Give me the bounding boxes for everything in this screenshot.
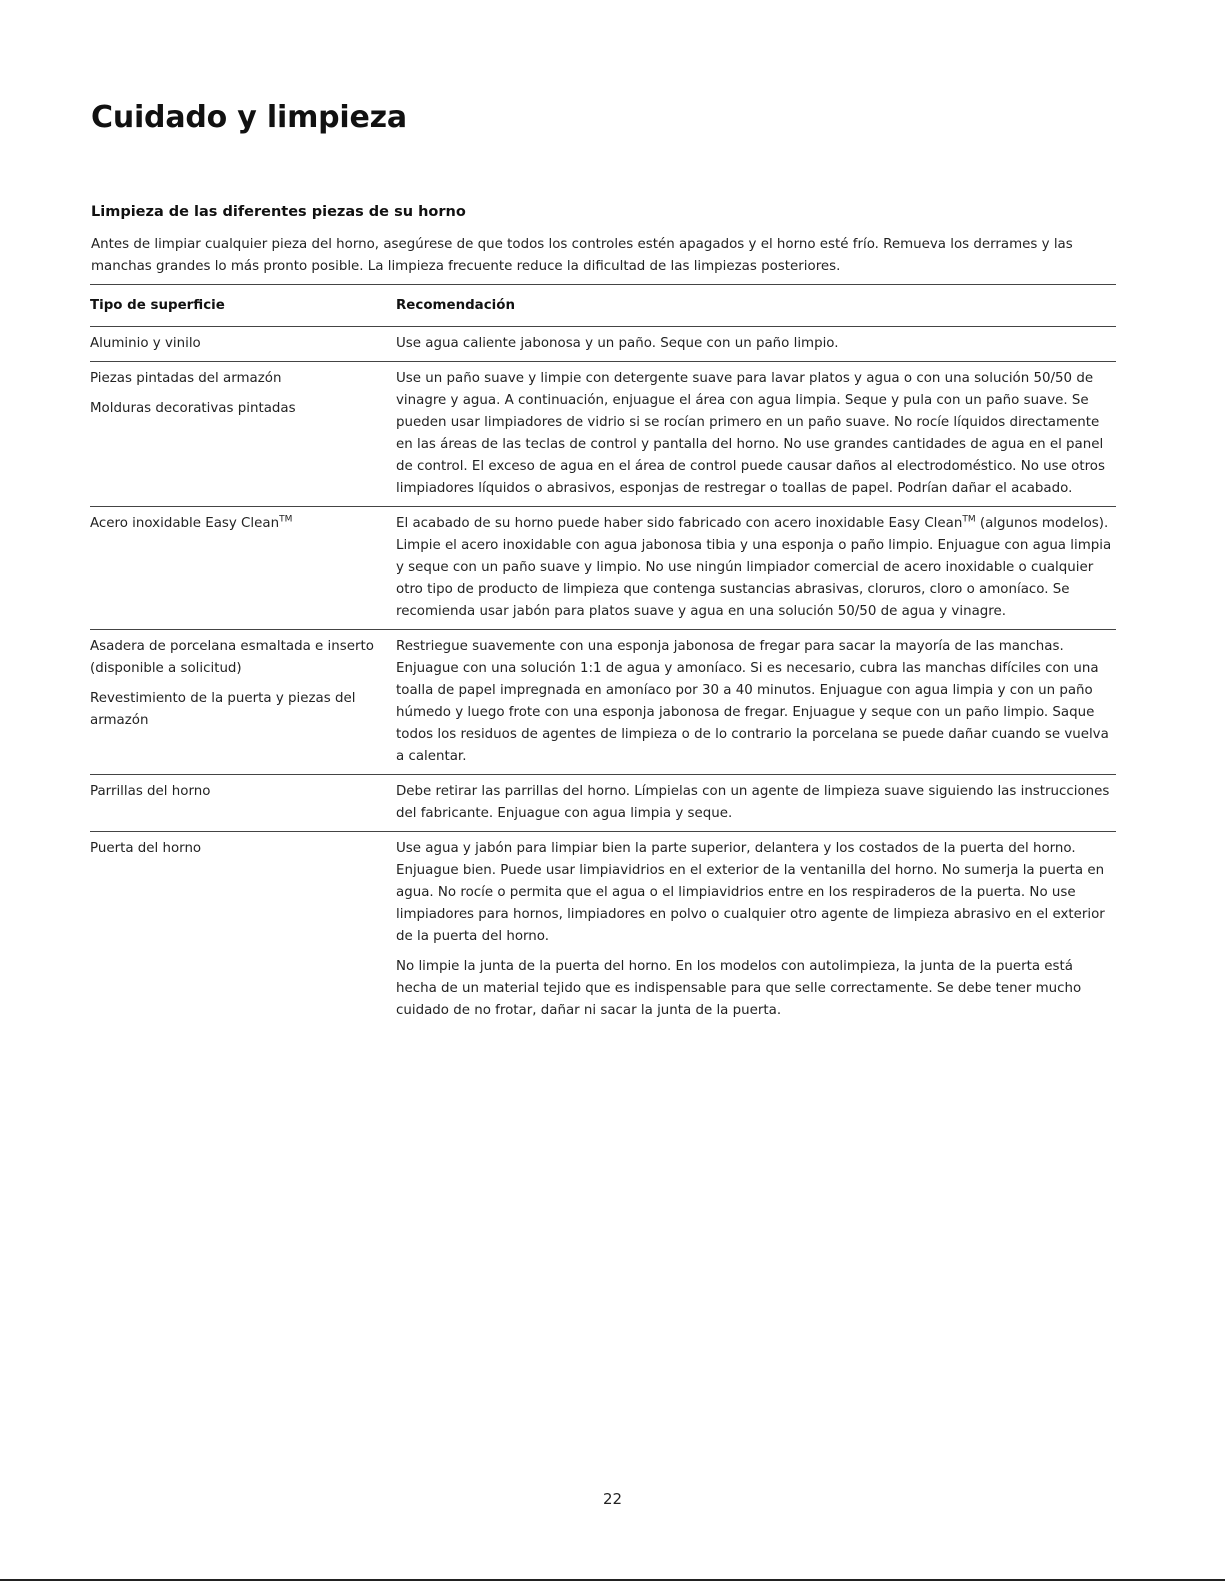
page-number: 22 <box>602 1490 623 1508</box>
recommendation-text: Use agua y jabón para limpiar bien la parte superior, delantera y los costados de la puerta del horno. Enjuague bien. Puede usar limpiavidrios en el exterior de la ventanilla del horno. No sumerja la puerta en agua. No rocíe o permita que el agua o el limpiavidrios entre en los respiraderos de la puerta. No use limpiadores para hornos, limpiadores en polvo o cualquier otro agente de limpieza abrasivo en el exterior de la puerta del horno. <box>396 841 1105 944</box>
bottom-rule <box>0 1579 1225 1581</box>
table-header-row <box>90 285 1116 327</box>
surface-label: Parrillas del horno <box>90 784 211 799</box>
recommendation-cell <box>396 630 1116 775</box>
surface-label: Puerta del horno <box>90 841 202 856</box>
surface-label: Aluminio y vinilo <box>90 336 201 351</box>
table-row <box>90 832 1116 1029</box>
recommendation-cell <box>396 327 1116 362</box>
surface-cell <box>90 327 396 362</box>
recommendation-cell <box>396 775 1116 832</box>
section-heading: Limpieza de las diferentes piezas de su horno <box>91 204 466 220</box>
surface-label: Piezas pintadas del armazón <box>90 371 282 386</box>
recommendation-cell <box>396 507 1116 630</box>
surface-cell <box>90 775 396 832</box>
cleaning-table <box>90 284 1116 1028</box>
intro-paragraph: Antes de limpiar cualquier pieza del horno, asegúrese de que todos los controles estén apagados y el horno esté frío. Remueva los derrames y las manchas grandes lo más pronto posible. La limpieza frecuente reduce la dificultad de las limpiezas posteriores. <box>91 237 1073 274</box>
surface-cell <box>90 630 396 775</box>
header-recommendation: Recomendación <box>396 285 1116 327</box>
page-title: Cuidado y limpieza <box>91 100 407 135</box>
recommendation-text: Use un paño suave y limpie con detergente suave para lavar platos y agua o con una solución 50/50 de vinagre y agua. A continuación, enjuague el área con agua limpia. Seque y pula con un paño suave. Se pueden usar limpiadores de vidrio si se rocían primero en un paño suave. No rocíe líquidos directamente en las áreas de las teclas de control y pantalla del horno. No use grandes cantidades de agua en el panel de control. El exceso de agua en el área de control puede causar daños al electrodoméstico. No use otros limpiadores líquidos o abrasivos, esponjas de restregar o toallas de papel. Podrían dañar el acabado. <box>396 371 1105 496</box>
recommendation-text: Restriegue suavemente con una esponja jabonosa de fregar para sacar la mayoría de las manchas. Enjuague con una solución 1:1 de agua y amoníaco. Si es necesario, cubra las manchas difíciles con una toalla de papel impregnada en amoníaco por 30 a 40 minutos. Enjuague con agua limpia y con un paño húmedo y luego frote con una esponja jabonosa de fregar. Enjuague y seque con un paño limpio. Saque todos los residuos de agentes de limpieza o de lo contrario la porcelana se puede dañar cuando se vuelva a calentar. <box>396 639 1109 764</box>
recommendation-text: Use agua caliente jabonosa y un paño. Seque con un paño limpio. <box>396 336 839 351</box>
table-row <box>90 362 1116 507</box>
recommendation-text: No limpie la junta de la puerta del horno. En los modelos con autolimpieza, la junta de la puerta está hecha de un material tejido que es indispensable para que selle correctamente. Se debe tener mucho cuidado de no frotar, dañar ni sacar la junta de la puerta. <box>396 959 1082 1018</box>
table-row <box>90 775 1116 832</box>
surface-label <box>90 513 386 535</box>
surface-label-text: Acero inoxidable Easy Clean <box>90 516 280 531</box>
recommendation-text: Debe retirar las parrillas del horno. Límpielas con un agente de limpieza suave siguiendo las instrucciones del fabricante. Enjuague con agua limpia y seque. <box>396 784 1110 821</box>
table-row <box>90 327 1116 362</box>
surface-cell <box>90 362 396 507</box>
recommendation-text <box>396 513 1116 623</box>
table-row <box>90 630 1116 775</box>
surface-cell <box>90 832 396 1029</box>
surface-label: Molduras decorativas pintadas <box>90 401 296 416</box>
table-row <box>90 507 1116 630</box>
recommendation-cell <box>396 362 1116 507</box>
surface-cell <box>90 507 396 630</box>
surface-label: Revestimiento de la puerta y piezas del armazón <box>90 691 356 728</box>
trademark-mark: TM <box>279 514 293 525</box>
header-surface-type: Tipo de superficie <box>90 285 396 327</box>
surface-label: Asadera de porcelana esmaltada e inserto (disponible a solicitud) <box>90 639 374 676</box>
recommendation-text-part: (algunos modelos). Limpie el acero inoxidable con agua jabonosa tibia y una esponja o paño limpio. Enjuague con agua limpia y seque con un paño suave y limpio. No use ningún limpiador comercial de acero inoxidable o cualquier otro tipo de producto de limpieza que contenga sustancias abrasivas, cloruros, cloro o amoníaco. Se recomienda usar jabón para platos suave y agua en una solución 50/50 de agua y vinagre. <box>396 516 1112 619</box>
recommendation-cell <box>396 832 1116 1029</box>
recommendation-text-part: El acabado de su horno puede haber sido fabricado con acero inoxidable Easy Clean <box>396 516 963 531</box>
trademark-mark: TM <box>962 514 976 525</box>
